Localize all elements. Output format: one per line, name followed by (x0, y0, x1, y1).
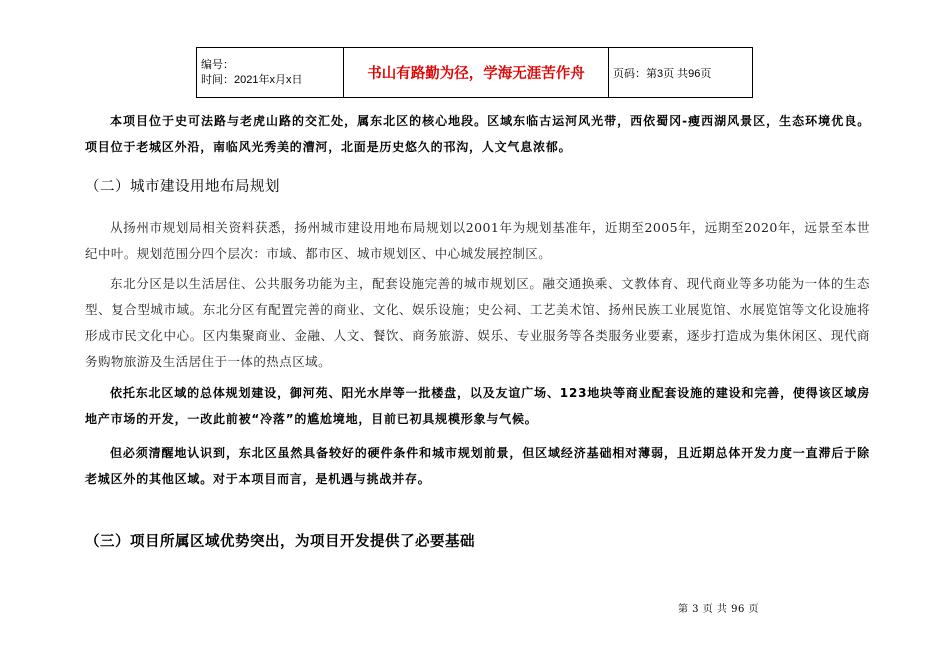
paragraph-development: 依托东北区域的总体规划建设，御河苑、阳光水岸等一批楼盘，以及友谊广场、123地块等商业配套设施的建设和完善，使得该区域房地产市场的开发，一改此前被“冷落”的尴尬境地，目前已初具规模形象与气候。 (85, 386, 870, 426)
header-meta (197, 48, 344, 98)
paragraph-planning: 从扬州市规划局相关资料获悉，扬州城市建设用地布局规划以2001年为规划基准年，近期至2005年，远期至2020年，远景至本世纪中叶。规划范围分四个层次：市域、都市区、城市规划区、中心城发展控制区。 (85, 220, 870, 261)
section-title-advantages: （三）项目所属区域优势突出，为项目开发提供了必要基础 (85, 534, 475, 550)
paragraph-challenges: 但必须清醒地认识到，东北区虽然具备较好的硬件条件和城市规划前景，但区域经济基础相对薄弱，且近期总体开发力度一直滞后于除老城区外的其他区域。对于本项目而言，是机遇与挑战并存。 (85, 446, 870, 486)
time-label: 时间：2021年x月x日 (201, 73, 303, 86)
header-motto: 书山有路勤为径，学海无涯苦作舟 (344, 48, 609, 98)
page-footer: 第 3 页 共 96 页 (678, 604, 759, 615)
page-header (196, 47, 753, 98)
number-label: 编号： (201, 58, 234, 71)
paragraph-northeast-district: 东北分区是以生活居住、公共服务功能为主，配套设施完善的城市规划区。融交通换乘、文教体育、现代商业等多功能为一体的生态型、复合型城市域。东北分区有配置完善的商业、文化、娱乐设施；史公祠、工艺美术馆、扬州民族工业展览馆、水展览馆等文化设施将形成市民文化中心。区内集聚商业、金融、人文、餐饮、商务旅游、娱乐、专业服务等各类服务业要素，逐步打造成为集休闲区、现代商务购物旅游及生活居住于一体的热点区域。 (85, 276, 870, 369)
paragraph-location: 本项目位于史可法路与老虎山路的交汇处，属东北区的核心地段。区域东临古运河风光带，西依蜀冈-瘦西湖风景区，生态环境优良。项目位于老城区外沿，南临风光秀美的漕河，北面是历史悠久的邗沟，人文气息浓郁。 (85, 114, 870, 154)
section-title-land-use: （二）城市建设用地布局规划 (85, 179, 280, 195)
header-page-label: 页码：第3页 共96页 (609, 48, 753, 98)
